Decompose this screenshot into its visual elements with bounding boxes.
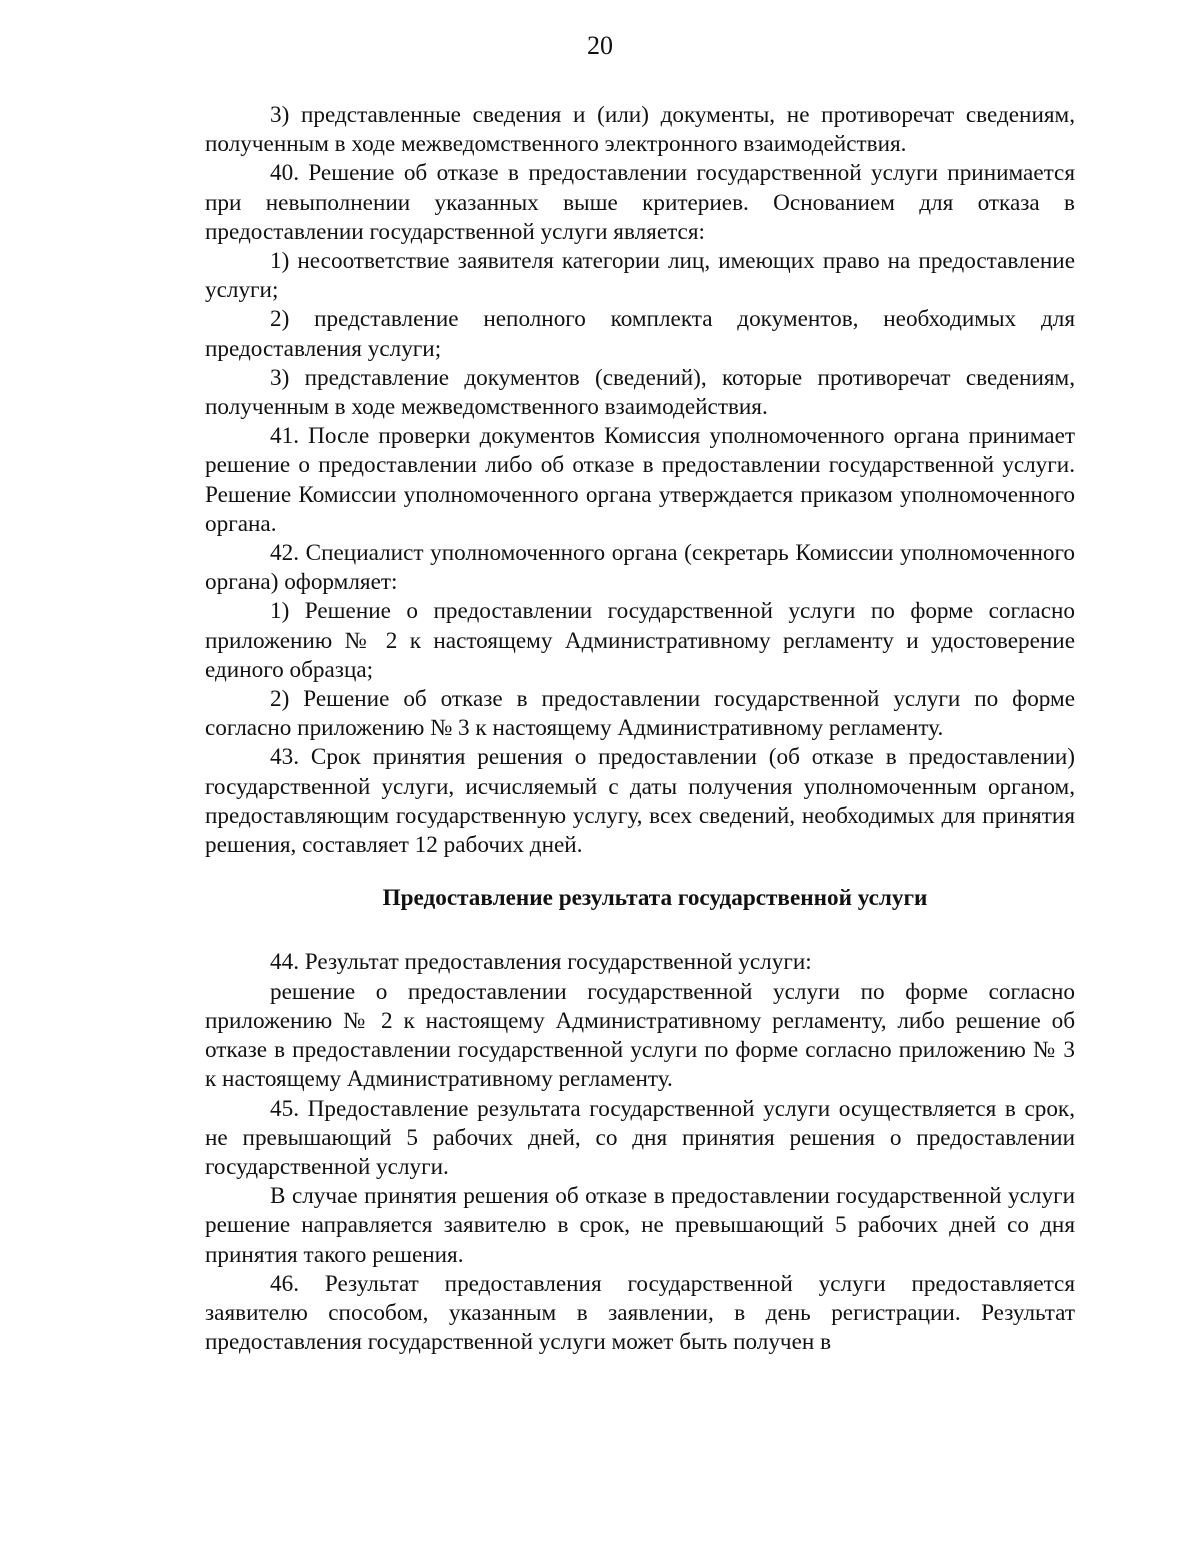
page-number: 20 (587, 31, 613, 60)
section-heading: Предоставление результата государственной услуги (382, 885, 928, 912)
paragraph-40-item-3: 3) представление документов (сведений), которые противоречат сведениям, полученным в ходе межведомственного взаимодействия. (205, 364, 1075, 421)
paragraph-42-item-2: 2) Решение об отказе в предоставлении государственной услуги по форме согласно приложению № 3 к настоящему Административному регламенту. (205, 686, 1075, 742)
spacer (205, 913, 1075, 948)
spacer (205, 860, 1075, 884)
paragraph-42-item-1: 1) Решение о предоставлении государственной услуги по форме согласно приложению № 2 к настоящему Административному регламенту и удостоверение единого образца; (205, 598, 1075, 683)
paragraph-40-item-2: 2) представление неполного комплекта документов, необходимых для предоставления услуги; (205, 306, 1075, 362)
paragraph-45: 45. Предоставление результата государственной услуги осуществляется в срок, не превышающий 5 рабочих дней, со дня принятия решения о предоставлении государственной услуги. (205, 1095, 1075, 1180)
paragraph-44-result: решение о предоставлении государственной услуги по форме согласно приложению № 2 к настоящему Административному регламенту, либо решение об отказе в предоставлении государственной услуги по форме согласно приложению № 3 к настоящему Административному регламенту. (205, 978, 1075, 1093)
paragraph-46: 46. Результат предоставления государственной услуги предоставляется заявителю способом, указанным в заявлении, в день регистрации. Результат предоставления государственной услуги может быть получен в (205, 1270, 1075, 1356)
paragraph-item-3-criteria: 3) представленные сведения и (или) документы, не противоречат сведениям, полученным в ходе межведомственного электронного взаимодействия. (205, 102, 1075, 158)
paragraph-40: 40. Решение об отказе в предоставлении государственной услуги принимается при невыполнении указанных выше критериев. Основанием для отказа в предоставлении государственной услуги является: (205, 160, 1075, 245)
paragraph-40-item-1: 1) несоответствие заявителя категории лиц, имеющих право на предоставление услуги; (205, 248, 1075, 304)
paragraph-45-refusal: В случае принятия решения об отказе в предоставлении государственной услуги решение направляется заявителю в срок, не превышающий 5 рабочих дней со дня принятия такого решения. (205, 1183, 1075, 1268)
paragraph-43: 43. Срок принятия решения о предоставлении (об отказе в предоставлении) государственной услуги, исчисляемый с даты получения уполномоченным органом, предоставляющим государственную услугу, всех сведений, необходимых для принятия решения, составляет 12 рабочих дней. (205, 744, 1075, 859)
document-body (205, 101, 1075, 1357)
paragraph-41: 41. После проверки документов Комиссия уполномоченного органа принимает решение о предоставлении либо об отказе в предоставлении государственной услуги. Решение Комиссии уполномоченного органа утверждается приказом уполномоченного органа. (205, 423, 1075, 537)
paragraph-44: 44. Результат предоставления государственной услуги: (270, 949, 812, 976)
paragraph-42: 42. Специалист уполномоченного органа (секретарь Комиссии уполномоченного органа) оформляет: (205, 540, 1075, 596)
